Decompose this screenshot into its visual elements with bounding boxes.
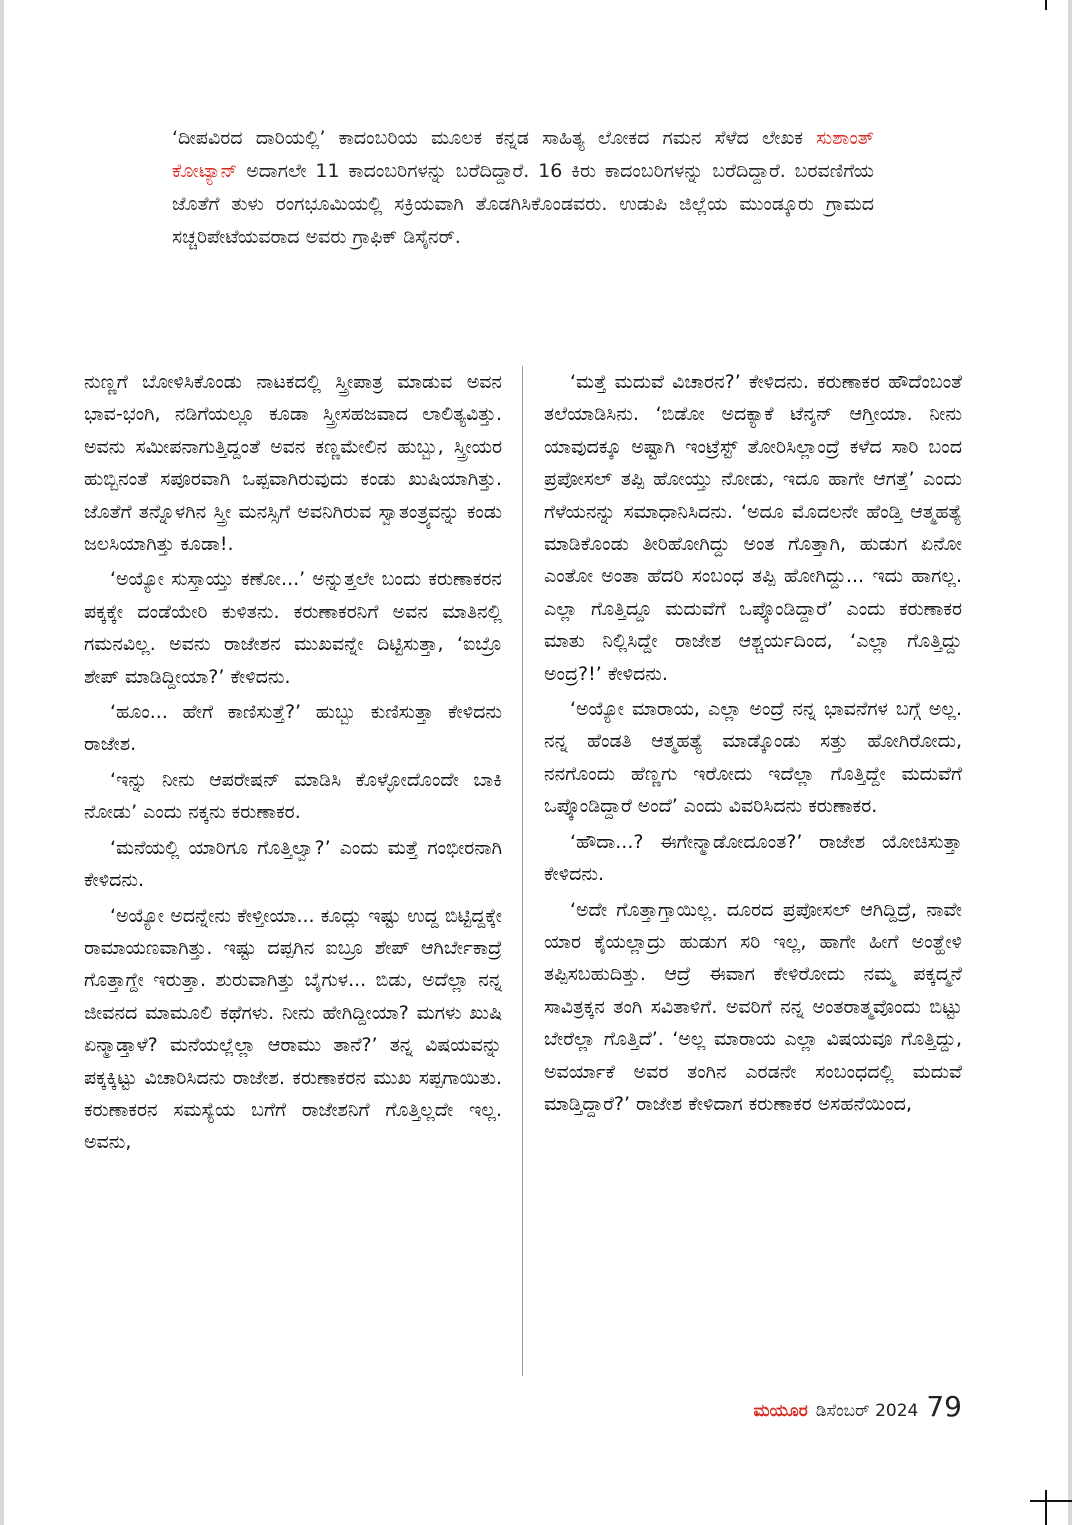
right-column [544, 366, 962, 1123]
crop-mark-bottom-h [1030, 1500, 1072, 1502]
paragraph: ‘ಮತ್ತೆ ಮದುವೆ ವಿಚಾರನ?’ ಕೇಳಿದನು. ಕರುಣಾಕರ ಹೌದೆಂಬಂತೆ ತಲೆಯಾಡಿಸಿನು. ‘ಬಿಡೋ ಅದಕ್ಯಾಕೆ ಟೆನ್ಶನ್ ಆಗ್ತೀಯಾ. ನೀನು ಯಾವುದಕ್ಕೂ ಅಷ್ಟಾಗಿ ಇಂಟ್ರೆಸ್ಟ್ ತೋರಿಸಿಲ್ಲಾಂದ್ರೆ ಕಳೆದ ಸಾರಿ ಬಂದ ಪ್ರಪೋಸಲ್ ತಪ್ಪಿ ಹೋಯ್ತು ನೋಡು, ಇದೂ ಹಾಗೇ ಆಗತ್ತೆ’ ಎಂದು ಗೆಳೆಯನನ್ನು ಸಮಾಧಾನಿಸಿದನು. ‘ಅದೂ ಮೊದಲನೇ ಹೆಂಡ್ತಿ ಆತ್ಮಹತ್ಯೆ ಮಾಡಿಕೊಂಡು ತೀರಿಹೋಗಿದ್ದು ಅಂತ ಗೊತ್ತಾಗಿ, ಹುಡುಗ ಏನೋ ಎಂತೋ ಅಂತಾ ಹೆದರಿ ಸಂಬಂಧ ತಪ್ಪಿ ಹೋಗಿದ್ದು... ಇದು ಹಾಗಲ್ಲ. ಎಲ್ಲಾ ಗೊತ್ತಿದ್ದೂ ಮದುವೆಗೆ ಒಪ್ಕೊಂಡಿದ್ದಾರೆ’ ಎಂದು ಕರುಣಾಕರ ಮಾತು ನಿಲ್ಲಿಸಿದ್ದೇ ರಾಜೇಶ ಆಶ್ಚರ್ಯದಿಂದ, ‘ಎಲ್ಲಾ ಗೊತ್ತಿದ್ದು ಅಂದ್ರ?!’ ಕೇಳಿದನು. [544, 371, 962, 685]
crop-mark-top [1045, 0, 1047, 10]
column-divider [522, 366, 523, 1376]
intro-text-start: ‘ದೀಪವಿರದ ದಾರಿಯಲ್ಲಿ’ ಕಾದಂಬರಿಯ ಮೂಲಕ ಕನ್ನಡ ಸಾಹಿತ್ಯ ಲೋಕದ ಗಮನ ಸೆಳೆದ ಲೇಖಕ [172, 127, 817, 149]
left-column [84, 366, 502, 1162]
paragraph: ‘ಇನ್ನು ನೀನು ಆಪರೇಷನ್ ಮಾಡಿಸಿ ಕೊಳ್ಳೋದೊಂದೇ ಬಾಕಿ ನೋಡು’ ಎಂದು ನಕ್ಕನು ಕರುಣಾಕರ. [84, 768, 502, 824]
paragraph: ‘ಅಯ್ಯೋ ಮಾರಾಯ, ಎಲ್ಲಾ ಅಂದ್ರೆ ನನ್ನ ಭಾವನೆಗಳ ಬಗ್ಗೆ ಅಲ್ಲ. ನನ್ನ ಹೆಂಡತಿ ಆತ್ಮಹತ್ಯೆ ಮಾಡ್ಕೊಂಡು ಸತ್ತು ಹೋಗಿರೋದು, ನನಗೊಂದು ಹೆಣ್ಣಗು ಇರೋದು ಇದೆಲ್ಲಾ ಗೊತ್ತಿದ್ದೇ ಮದುವೆಗೆ ಒಪ್ಕೊಂಡಿದ್ದಾರೆ ಅಂದೆ’ ಎಂದು ವಿವರಿಸಿದನು ಕರುಣಾಕರ. [544, 698, 962, 818]
paragraph: ‘ಹೂಂ... ಹೇಗೆ ಕಾಣಿಸುತ್ತೆ?’ ಹುಬ್ಬು ಕುಣಿಸುತ್ತಾ ಕೇಳಿದನು ರಾಜೇಶ. [84, 701, 502, 756]
author-intro [172, 122, 874, 254]
page-number: 79 [926, 1390, 962, 1423]
magazine-logo: ಮಯೂರ [753, 1401, 808, 1421]
paragraph: ‘ಅಯ್ಯೋ ಅದನ್ನೇನು ಕೇಳ್ತೀಯಾ... ಕೂದ್ಲು ಇಷ್ಟು ಉದ್ದ ಬಿಟ್ಟಿದ್ದಕ್ಕೇ ರಾಮಾಯಣವಾಗಿತ್ತು. ಇಷ್ಟು ದಪ್ಪಗಿನ ಐಬ್ರೂ ಶೇಪ್ ಆಗಿರ್ಬೇಕಾದ್ರೆ ಗೊತ್ತಾಗ್ದೇ ಇರುತ್ತಾ. ಶುರುವಾಗಿತ್ತು ಬೈಗುಳ... ಬಿಡು, ಅದೆಲ್ಲಾ ನನ್ನ ಜೀವನದ ಮಾಮೂಲಿ ಕಥೆಗಳು. ನೀನು ಹೇಗಿದ್ದೀಯಾ? ಮಗಳು ಖುಷಿ ಏನ್ಮಾಡ್ತಾಳೆ? ಮನೆಯಲ್ಲೆಲ್ಲಾ ಆರಾಮು ತಾನೆ?’ ತನ್ನ ವಿಷಯವನ್ನು ಪಕ್ಕಕ್ಕಿಟ್ಟು ವಿಚಾರಿಸಿದನು ರಾಜೇಶ. ಕರುಣಾಕರನ ಮುಖ ಸಪ್ಪಗಾಯಿತು. ಕರುಣಾಕರನ ಸಮಸ್ಯೆಯ ಬಗೆಗೆ ರಾಜೇಶನಿಗೆ ಗೊತ್ತಿಲ್ಲದೇ ಇಲ್ಲ. ಅವನು, [84, 904, 502, 1154]
intro-text-end: ಅದಾಗಲೇ 11 ಕಾದಂಬರಿಗಳನ್ನು ಬರೆದಿದ್ದಾರೆ. 16 ಕಿರು ಕಾದಂಬರಿಗಳನ್ನು ಬರೆದಿದ್ದಾರೆ. ಬರವಣಿಗೆಯ ಜೊತೆಗೆ ತುಳು ರಂಗಭೂಮಿಯಲ್ಲಿ ಸಕ್ರಿಯವಾಗಿ ತೊಡಗಿಸಿಕೊಂಡವರು. ಉಡುಪಿ ಜಿಲ್ಲೆಯ ಮುಂಡ್ಕೂರು ಗ್ರಾಮದ ಸಚ್ಚರಿಪೇಟೆಯವರಾದ ಅವರು ಗ್ರಾಫಿಕ್ ಡಿಸೈನರ್. [172, 160, 874, 248]
paragraph: ‘ಮನೆಯಲ್ಲಿ ಯಾರಿಗೂ ಗೊತ್ತಿಲ್ವಾ?’ ಎಂದು ಮತ್ತೆ ಗಂಭೀರನಾಗಿ ಕೇಳಿದನು. [84, 836, 502, 892]
issue-date: ಡಿಸೆಂಬರ್ 2024 [815, 1401, 919, 1421]
paragraph: ‘ಅದೇ ಗೊತ್ತಾಗ್ತಾಯಿಲ್ಲ. ದೂರದ ಪ್ರಪೋಸಲ್ ಆಗಿದ್ದಿದ್ರೆ, ನಾವೇ ಯಾರ ಕೈಯಲ್ಲಾದ್ರು ಹುಡುಗ ಸರಿ ಇಲ್ಲ, ಹಾಗೇ ಹೀಗೆ ಅಂತ್ಹೇಳಿ ತಪ್ಪಿಸಬಹುದಿತ್ತು. ಆದ್ರೆ ಈವಾಗ ಕೇಳಿರೋದು ನಮ್ಮ ಪಕ್ಕದ್ಮನೆ ಸಾವಿತ್ರಕ್ಕನ ತಂಗಿ ಸವಿತಾಳಿಗೆ. ಅವರಿಗೆ ನನ್ನ ಅಂತರಾತ್ಮವೊಂದು ಬಿಟ್ಟು ಬೇರೆಲ್ಲಾ ಗೊತ್ತಿದೆ’. ‘ಅಲ್ಲ ಮಾರಾಯ ಎಲ್ಲಾ ವಿಷಯವೂ ಗೊತ್ತಿದ್ದು, ಅವರ್ಯಾಕೆ ಅವರ ತಂಗಿನ ಎರಡನೇ ಸಂಬಂಧದಲ್ಲಿ ಮದುವೆ ಮಾಡ್ತಿದ್ದಾರೆ?’ ರಾಜೇಶ ಕೇಳಿದಾಗ ಕರುಣಾಕರ ಅಸಹನೆಯಿಂದ, [544, 898, 962, 1115]
paragraph: ‘ಅಯ್ಯೋ ಸುಸ್ತಾಯ್ತು ಕಣೋ...’ ಅನ್ನುತ್ತಲೇ ಬಂದು ಕರುಣಾಕರನ ಪಕ್ಕಕ್ಕೇ ದಂಡೆಯೇರಿ ಕುಳಿತನು. ಕರುಣಾಕರನಿಗೆ ಅವನ ಮಾತಿನಲ್ಲಿ ಗಮನವಿಲ್ಲ. ಅವನು ರಾಜೇಶನ ಮುಖವನ್ನೇ ದಿಟ್ಟಿಸುತ್ತಾ, ‘ಐಬ್ರೊ ಶೇಪ್ ಮಾಡಿದ್ದೀಯಾ?’ ಕೇಳಿದನು. [84, 568, 502, 688]
paragraph: ನುಣ್ಣಗೆ ಬೋಳಿಸಿಕೊಂಡು ನಾಟಕದಲ್ಲಿ ಸ್ತ್ರೀಪಾತ್ರ ಮಾಡುವ ಅವನ ಭಾವ-ಭಂಗಿ, ನಡಿಗೆಯಲ್ಲೂ ಕೂಡಾ ಸ್ತ್ರೀಸಹಜವಾದ ಲಾಲಿತ್ಯವಿತ್ತು. ಅವನು ಸಮೀಪನಾಗುತ್ತಿದ್ದಂತೆ ಅವನ ಕಣ್ಣಮೇಲಿನ ಹುಬ್ಬು, ಸ್ತ್ರೀಯರ ಹುಬ್ಬಿನಂತೆ ಸಪೂರವಾಗಿ ಒಪ್ಪವಾಗಿರುವುದು ಕಂಡು ಖುಷಿಯಾಗಿತ್ತು. ಜೊತೆಗೆ ತನ್ನೊಳಗಿನ ಸ್ತ್ರೀ ಮನಸ್ಸಿಗೆ ಅವನಿಗಿರುವ ಸ್ವಾತಂತ್ರ್ಯವನ್ನು ಕಂಡು ಜಲಸಿಯಾಗಿತ್ತು ಕೂಡಾ!. [84, 371, 502, 556]
page-footer [754, 1390, 963, 1423]
author-name: ಸುಶಾಂತ್ ಕೋಟ್ಯಾನ್ [172, 127, 874, 182]
page-edge-left [0, 0, 4, 1525]
crop-mark-bottom [1045, 1490, 1047, 1525]
page-edge-right [1068, 0, 1072, 1525]
paragraph: ‘ಹೌದಾ...? ಈಗೇನ್ಮಾಡೋದೂಂತ?’ ರಾಜೇಶ ಯೋಚಿಸುತ್ತಾ ಕೇಳಿದನು. [544, 830, 962, 886]
